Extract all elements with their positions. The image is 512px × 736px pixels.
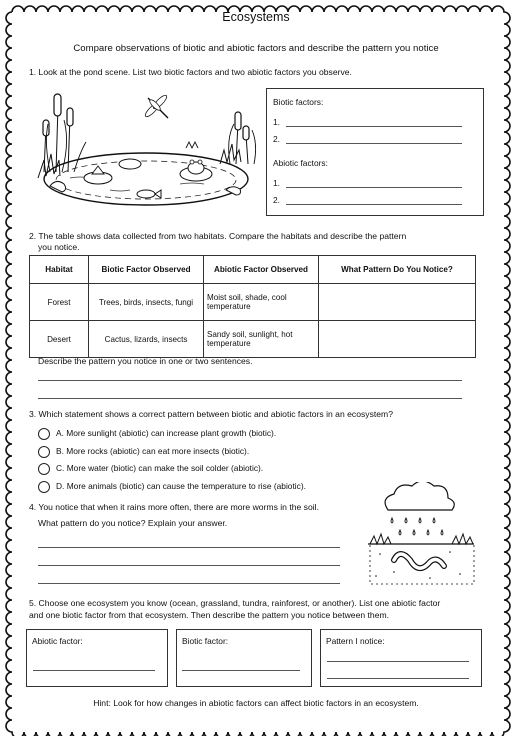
header-habitat: Habitat [30, 256, 89, 284]
cell-habitat: Forest [30, 284, 89, 321]
abiotic-num-1: 1. [273, 178, 280, 188]
question-2-prompt-line-2: you notice. [38, 242, 80, 252]
pond-scene-illustration [30, 86, 262, 216]
option-a-label: A. More sunlight (abiotic) can increase plant growth (biotic). [56, 428, 277, 438]
q1-answer-box [266, 88, 484, 216]
abiotic-factor-label: Abiotic factor: [32, 636, 83, 646]
header-biotic: Biotic Factor Observed [89, 256, 204, 284]
question-2-prompt-line-1: 2. The table shows data collected from two habitats. Compare the habitats and describe the pattern [29, 231, 407, 241]
option-c-radio[interactable] [38, 463, 50, 475]
option-b-label: B. More rocks (abiotic) can eat more insects (biotic). [56, 446, 250, 456]
option-d-label: D. More animals (biotic) can cause the temperature to rise (abiotic). [56, 481, 306, 491]
page-title: Ecosystems [222, 10, 290, 24]
table-row [30, 321, 476, 358]
hint-text: Hint: Look for how changes in abiotic factors can affect biotic factors in an ecosystem. [93, 698, 419, 708]
question-5-prompt-line-1: 5. Choose one ecosystem you know (ocean, grassland, tundra, rainforest, or another). List one abiotic factor [29, 598, 441, 608]
question-3-prompt: 3. Which statement shows a correct pattern between biotic and abiotic factors in an ecosystem? [29, 409, 393, 419]
cell-abiotic: Sandy soil, sunlight, hot temperature [204, 321, 319, 358]
biotic-num-1: 1. [273, 117, 280, 127]
cell-habitat: Desert [30, 321, 89, 358]
abiotic-factor-answer-line[interactable] [33, 670, 155, 671]
question-1-prompt: 1. Look at the pond scene. List two biotic factors and two abiotic factors you observe. [29, 67, 352, 77]
describe-pattern-prompt: Describe the pattern you notice in one or two sentences. [38, 356, 253, 366]
header-abiotic: Abiotic Factor Observed [204, 256, 319, 284]
biotic-factor-label: Biotic factor: [182, 636, 229, 646]
describe-answer-line-2[interactable] [38, 398, 462, 399]
abiotic-factors-label: Abiotic factors: [273, 158, 328, 168]
option-c-label: C. More water (biotic) can make the soil colder (abiotic). [56, 463, 264, 473]
q4-answer-line-1[interactable] [38, 547, 340, 548]
abiotic-num-2: 2. [273, 195, 280, 205]
cell-biotic: Trees, birds, insects, fungi [89, 284, 204, 321]
page-subtitle: Compare observations of biotic and abiotic factors and describe the pattern you notice [73, 43, 439, 54]
cell-abiotic: Moist soil, shade, cool temperature [204, 284, 319, 321]
table-row [30, 284, 476, 321]
table-header-row [30, 256, 476, 284]
question-4-prompt-line-1: 4. You notice that when it rains more often, there are more worms in the soil. [29, 502, 319, 512]
q4-answer-line-3[interactable] [38, 583, 340, 584]
q4-answer-line-2[interactable] [38, 565, 340, 566]
biotic-answer-line-2[interactable] [286, 143, 462, 144]
option-a-radio[interactable] [38, 428, 50, 440]
habitat-table [29, 255, 476, 358]
cell-pattern-answer[interactable] [319, 284, 476, 321]
abiotic-answer-line-2[interactable] [286, 204, 462, 205]
pattern-answer-line-1[interactable] [327, 661, 469, 662]
question-5-prompt-line-2: and one biotic factor from that ecosystem. Then describe the pattern you notice between them. [29, 610, 390, 620]
biotic-num-2: 2. [273, 134, 280, 144]
option-b-radio[interactable] [38, 446, 50, 458]
question-4-prompt-line-2: What pattern do you notice? Explain your answer. [38, 518, 228, 528]
biotic-factor-answer-line[interactable] [182, 670, 300, 671]
header-pattern: What Pattern Do You Notice? [319, 256, 476, 284]
biotic-factors-label: Biotic factors: [273, 97, 324, 107]
rain-and-worm-illustration [360, 482, 480, 592]
describe-answer-line-1[interactable] [38, 380, 462, 381]
biotic-answer-line-1[interactable] [286, 126, 462, 127]
cell-biotic: Cactus, lizards, insects [89, 321, 204, 358]
option-d-radio[interactable] [38, 481, 50, 493]
cell-pattern-answer[interactable] [319, 321, 476, 358]
abiotic-answer-line-1[interactable] [286, 187, 462, 188]
pattern-label: Pattern I notice: [326, 636, 385, 646]
pattern-answer-line-2[interactable] [327, 678, 469, 679]
